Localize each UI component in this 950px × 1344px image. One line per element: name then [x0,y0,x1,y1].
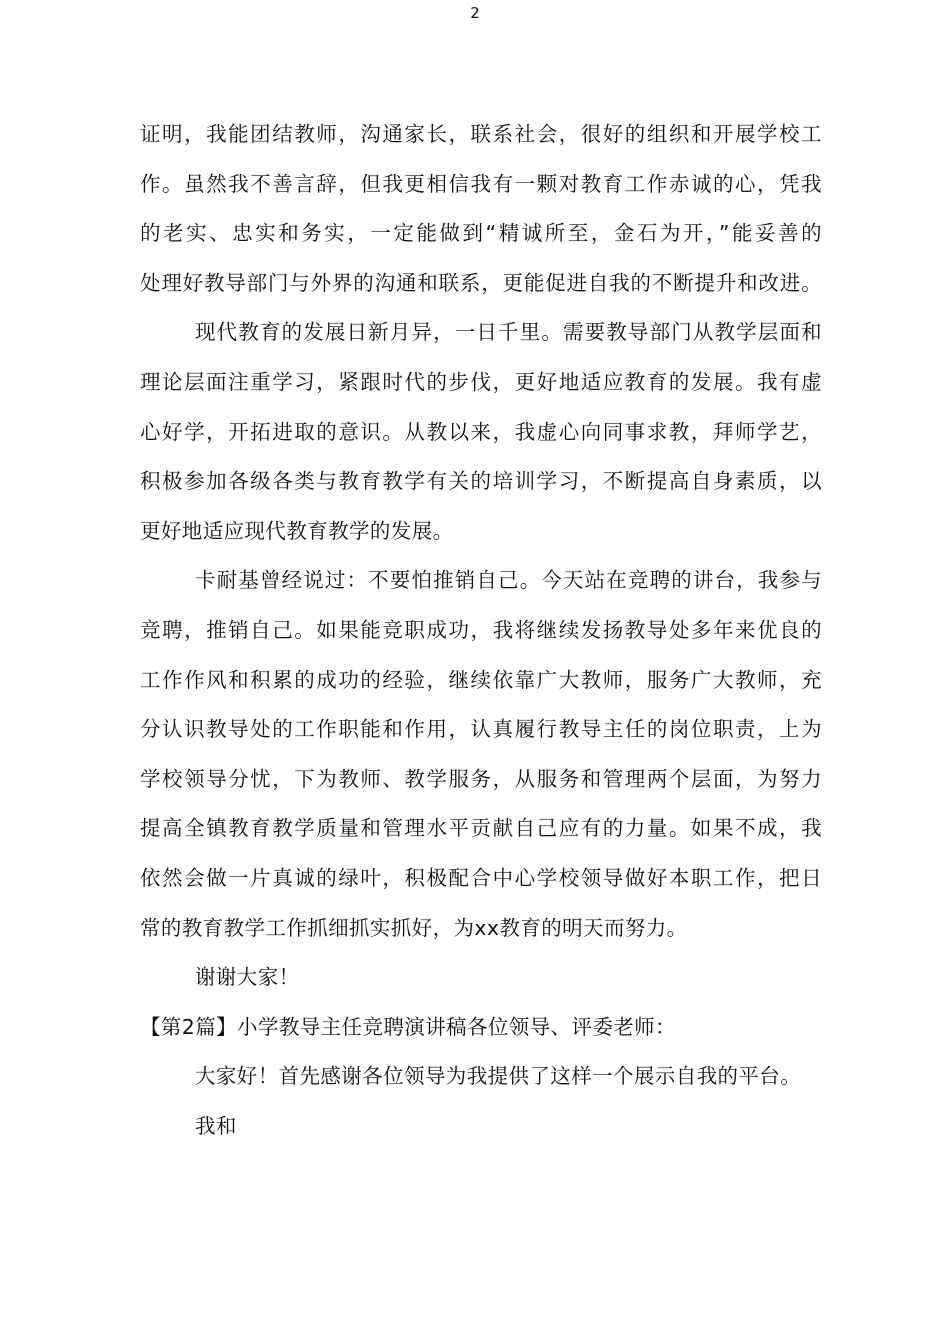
paragraph-1 [140,110,822,308]
text-line: 竞聘，推销自己。如果能竞职成功，我将继续发扬教导处多年来优良的 [140,617,822,642]
text-line: 分认识教导处的工作职能和作用，认真履行教导主任的岗位职责，上为 [140,717,822,742]
text-line: 提高全镇教育教学质量和管理水平贡献自己应有的力量。如果不成，我 [140,816,822,841]
section-heading: 【第2篇】小学教导主任竞聘演讲稿各位领导、评委老师： [140,1014,676,1039]
text-line: 更好地适应现代教育教学的发展。 [140,518,454,543]
text-line: 处理好教导部门与外界的沟通和联系，更能促进自我的不断提升和改进。 [140,270,822,295]
paragraph-4 [140,953,822,1003]
text-line: 谢谢大家！ [195,965,300,990]
text-line: 积极参加各级各类与教育教学有关的培训学习，不断提高自身素质，以 [140,469,822,494]
text-line: 理论层面注重学习，紧跟时代的步伐，更好地适应教育的发展。我有虚 [140,369,822,394]
text-line: 大家好！首先感谢各位领导为我提供了这样一个展示自我的平台。 [195,1064,802,1089]
text-line: 现代教育的发展日新月异，一日千里。需要教导部门从教学层面和 [195,320,822,345]
text-line: 的老实、忠实和务实，一定能做到“精诚所至，金石为开，”能妥善的 [140,221,822,246]
text-line: 依然会做一片真诚的绿叶，积极配合中心学校领导做好本职工作，把日 [140,865,822,890]
text-line: 心好学，开拓进取的意识。从教以来，我虚心向同事求教，拜师学艺， [140,419,822,444]
paragraph-2 [140,308,822,556]
text-line: 工作作风和积累的成功的经验，继续依靠广大教师，服务广大教师，充 [140,667,822,692]
text-line: 卡耐基曾经说过：不要怕推销自己。今天站在竞聘的讲台，我参与 [195,568,822,593]
text-line: 常的教育教学工作抓细抓实抓好，为xx教育的明天而努力。 [140,915,688,940]
page-number: 2 [470,4,480,22]
text-line: 我和 [195,1113,237,1138]
text-line: 作。虽然我不善言辞，但我更相信我有一颗对教育工作赤诚的心，凭我 [140,171,822,196]
document-body [140,110,822,1151]
text-line: 证明，我能团结教师，沟通家长，联系社会，很好的组织和开展学校工 [140,122,822,146]
section-2 [140,1003,822,1152]
text-line: 学校领导分忧，下为教师、教学服务，从服务和管理两个层面，为努力 [140,766,822,791]
paragraph-3 [140,556,822,953]
